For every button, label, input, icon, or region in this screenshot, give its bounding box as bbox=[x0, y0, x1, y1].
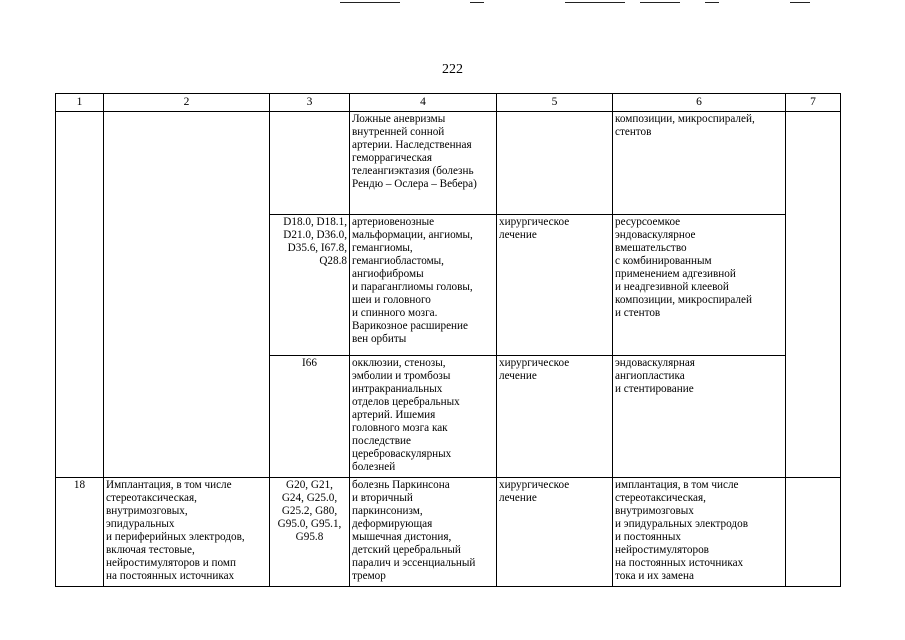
column-header: 7 bbox=[786, 94, 841, 112]
column-header: 1 bbox=[56, 94, 104, 112]
page-number: 222 bbox=[442, 62, 463, 77]
disease-cell: окклюзии, стенозы, эмболии и тромбозы интракраниальных отделов церебральных артерий. Ишемия головного мозга как последствие цереброваскулярных болезней bbox=[350, 356, 497, 478]
service-name-cell: Имплантация, в том числе стереотаксическая, внутримозговых, эпидуральных и периферийных электродов, включая тестовые, нейростимуляторов и помп на постоянных источниках bbox=[104, 478, 270, 587]
top-scan-marks bbox=[0, 0, 905, 6]
services-table bbox=[55, 93, 841, 587]
table-header-row bbox=[56, 94, 841, 112]
icd-codes-cell: I66 bbox=[270, 356, 350, 478]
column-header: 6 bbox=[613, 94, 786, 112]
column-header: 5 bbox=[497, 94, 613, 112]
row-number-cell bbox=[56, 112, 104, 478]
extra-cell bbox=[786, 478, 841, 587]
icd-codes-cell bbox=[270, 112, 350, 215]
icd-codes-cell: D18.0, D18.1, D21.0, D36.0, D35.6, I67.8, Q28.8 bbox=[270, 215, 350, 356]
table-row bbox=[56, 112, 841, 215]
row-number-cell: 18 bbox=[56, 478, 104, 587]
method-cell: имплантация, в том числе стереотаксическая, внутримозговых и эпидуральных электродов и постоянных нейростимуляторов на постоянных источниках тока и их замена bbox=[613, 478, 786, 587]
method-cell: ресурсоемкое эндоваскулярное вмешательство с комбинированным применением адгезивной и неадгезивной клеевой композиции, микроспиралей и стентов bbox=[613, 215, 786, 356]
treatment-type-cell: хирургическое лечение bbox=[497, 356, 613, 478]
column-header: 3 bbox=[270, 94, 350, 112]
treatment-type-cell bbox=[497, 112, 613, 215]
extra-cell bbox=[786, 112, 841, 478]
method-cell: эндоваскулярная ангиопластика и стентирование bbox=[613, 356, 786, 478]
disease-cell: болезнь Паркинсона и вторичный паркинсонизм, деформирующая мышечная дистония, детский церебральный паралич и эссенциальный тремор bbox=[350, 478, 497, 587]
column-header: 2 bbox=[104, 94, 270, 112]
column-header: 4 bbox=[350, 94, 497, 112]
method-cell: композиции, микроспиралей, стентов bbox=[613, 112, 786, 215]
table-row bbox=[56, 478, 841, 587]
treatment-type-cell: хирургическое лечение bbox=[497, 478, 613, 587]
disease-cell: артериовенозные мальформации, ангиомы, гемангиомы, гемангиобластомы, ангиофибромы и параганглиомы головы, шеи и головного и спинного мозга. Варикозное расширение вен орбиты bbox=[350, 215, 497, 356]
icd-codes-cell: G20, G21, G24, G25.0, G25.2, G80, G95.0, G95.1, G95.8 bbox=[270, 478, 350, 587]
service-name-cell bbox=[104, 112, 270, 478]
disease-cell: Ложные аневризмы внутренней сонной артерии. Наследственная геморрагическая телеангиэктазия (болезнь Рендю – Ослера – Вебера) bbox=[350, 112, 497, 215]
treatment-type-cell: хирургическое лечение bbox=[497, 215, 613, 356]
